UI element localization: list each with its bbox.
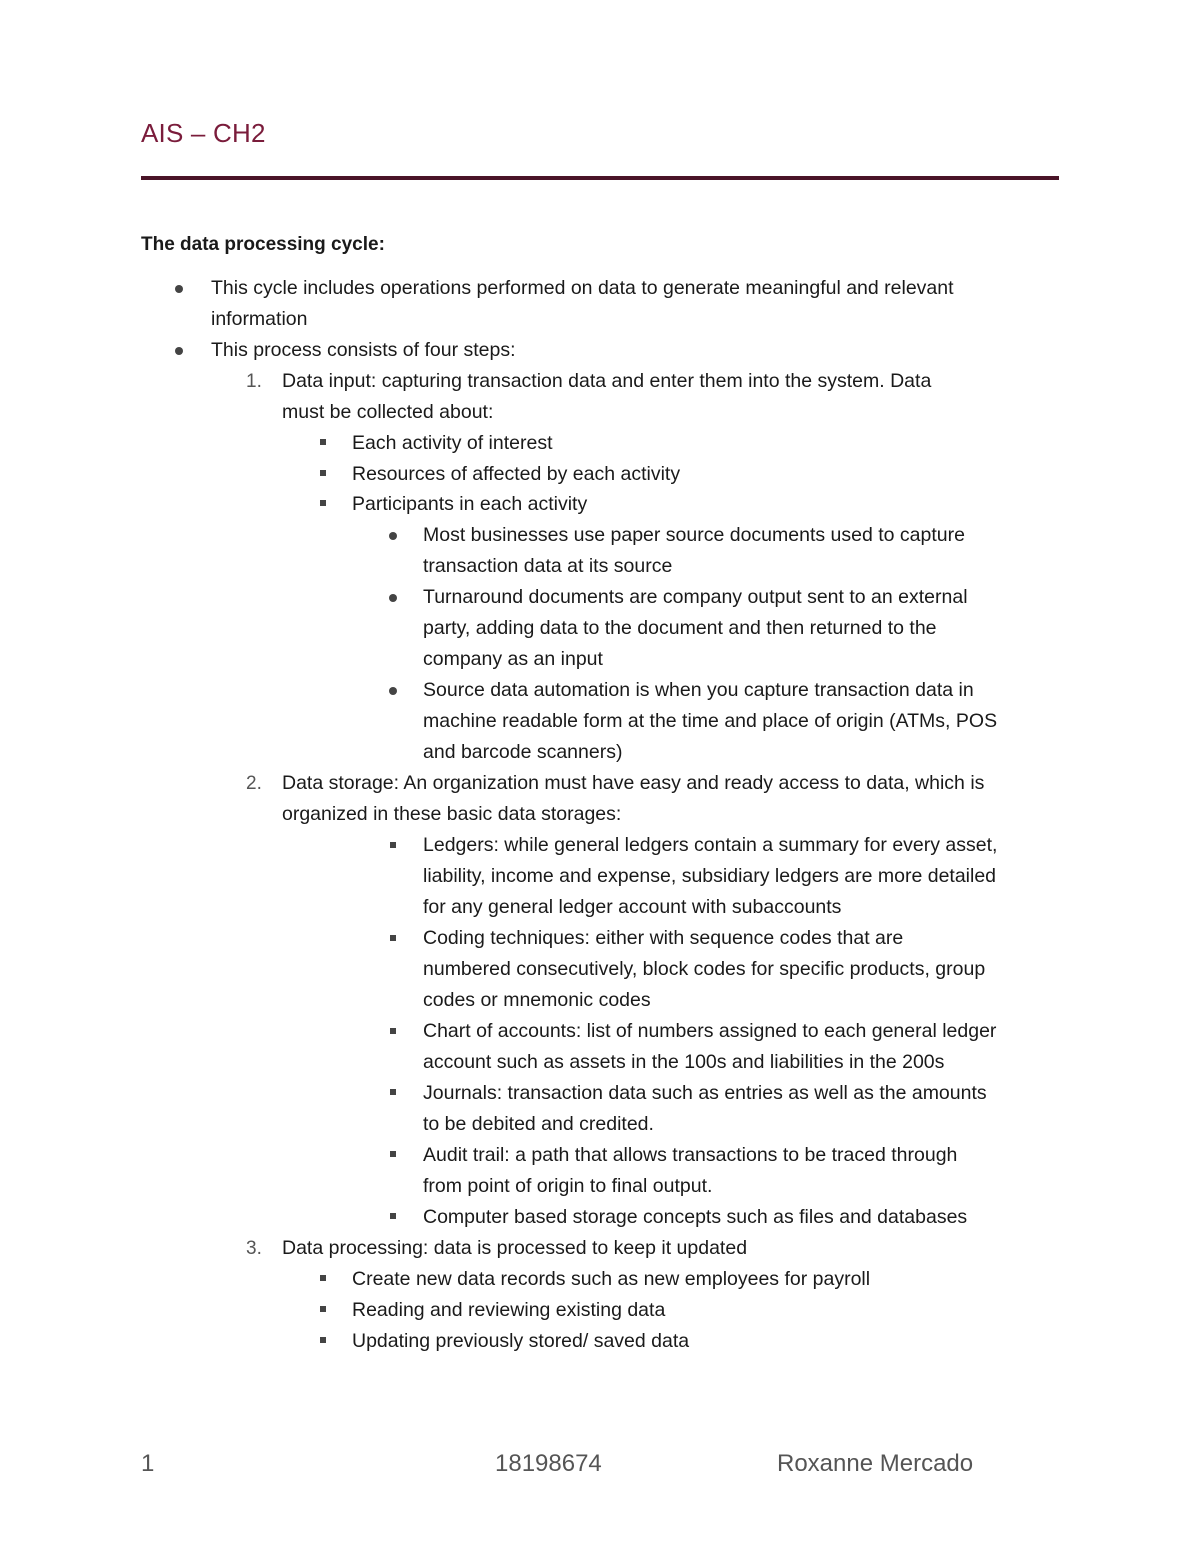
square-bullet-icon [390, 1151, 396, 1157]
square-bullet-icon [320, 1275, 326, 1281]
sub-item-line: Source data automation is when you capture transaction data in [423, 679, 974, 701]
sub-item-line: Turnaround documents are company output sent to an external [423, 586, 968, 608]
author-name: Roxanne Mercado [777, 1450, 974, 1477]
sub-item-line: Most businesses use paper source documents used to capture [423, 524, 965, 546]
section-heading: The data processing cycle: [141, 234, 385, 255]
storage-item-line: Computer based storage concepts such as files and databases [423, 1206, 968, 1228]
step-number: 3. [246, 1238, 262, 1259]
square-bullet-icon [320, 439, 326, 445]
document-title: AIS – CH2 [141, 118, 266, 148]
storage-item-line: Journals: transaction data such as entries as well as the amounts [423, 1082, 987, 1104]
bullet-dot-icon [389, 532, 397, 540]
sub-item-line: party, adding data to the document and then returned to the [423, 617, 937, 639]
storage-item-line: Ledgers: while general ledgers contain a summary for every asset, [423, 834, 998, 856]
square-bullet-icon [320, 1306, 326, 1312]
storage-item-line: numbered consecutively, block codes for specific products, group [423, 958, 986, 980]
square-bullet-icon [320, 500, 326, 506]
list-item: Resources of affected by each activity [352, 463, 681, 485]
storage-item-line: to be debited and credited. [423, 1113, 654, 1135]
bullet-line: information [211, 308, 308, 330]
step-number: 1. [246, 371, 262, 392]
list-item: Participants in each activity [352, 493, 588, 515]
storage-item-line: account such as assets in the 100s and liabilities in the 200s [423, 1051, 945, 1073]
square-bullet-icon [390, 1213, 396, 1219]
storage-item-line: Audit trail: a path that allows transactions to be traced through [423, 1144, 958, 1166]
sub-item-line: transaction data at its source [423, 555, 673, 577]
bullet-dot-icon [389, 687, 397, 695]
bullet-dot-icon [175, 285, 183, 293]
storage-item-line: for any general ledger account with subaccounts [423, 896, 842, 918]
square-bullet-icon [390, 1089, 396, 1095]
bullet-line: This cycle includes operations performed on data to generate meaningful and relevant [211, 277, 954, 299]
list-item: Updating previously stored/ saved data [352, 1330, 690, 1352]
step-line: Data input: capturing transaction data and enter them into the system. Data [282, 370, 932, 392]
bullet-line: This process consists of four steps: [211, 339, 516, 361]
page-number: 1 [141, 1450, 155, 1477]
list-item: Create new data records such as new employees for payroll [352, 1268, 871, 1290]
sub-item-line: and barcode scanners) [423, 741, 623, 763]
step-line: must be collected about: [282, 401, 494, 423]
storage-item-line: from point of origin to final output. [423, 1175, 713, 1197]
step-line: organized in these basic data storages: [282, 803, 622, 825]
storage-item-line: liability, income and expense, subsidiary ledgers are more detailed [423, 865, 997, 887]
sub-item-line: machine readable form at the time and place of origin (ATMs, POS [423, 710, 998, 732]
step-line: Data processing: data is processed to keep it updated [282, 1237, 748, 1259]
storage-item-line: Chart of accounts: list of numbers assigned to each general ledger [423, 1020, 997, 1042]
square-bullet-icon [320, 1337, 326, 1343]
step-line: Data storage: An organization must have easy and ready access to data, which is [282, 772, 985, 794]
storage-item-line: Coding techniques: either with sequence codes that are [423, 927, 904, 949]
square-bullet-icon [390, 935, 396, 941]
square-bullet-icon [390, 1028, 396, 1034]
sub-item-line: company as an input [423, 648, 603, 670]
title-rule [141, 176, 1059, 180]
bullet-dot-icon [389, 594, 397, 602]
step-number: 2. [246, 773, 262, 794]
bullet-dot-icon [175, 347, 183, 355]
student-id: 18198674 [495, 1450, 602, 1477]
square-bullet-icon [390, 842, 396, 848]
list-item: Reading and reviewing existing data [352, 1299, 666, 1321]
square-bullet-icon [320, 470, 326, 476]
list-item: Each activity of interest [352, 432, 553, 454]
storage-item-line: codes or mnemonic codes [423, 989, 651, 1011]
